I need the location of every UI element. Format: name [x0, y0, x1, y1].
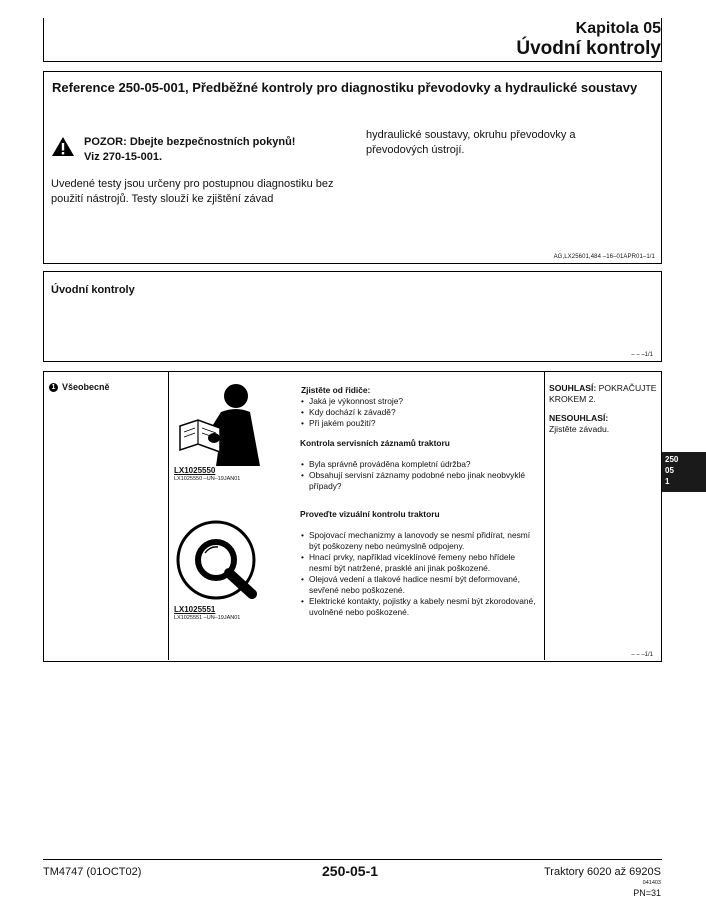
warning-icon	[51, 136, 75, 157]
intro-pager: – – –1/1	[631, 352, 653, 358]
section3-heading: Proveďte vizuální kontrolu traktoru	[300, 509, 440, 519]
step-pager: – – –1/1	[631, 652, 653, 658]
step-number: 1	[49, 383, 58, 392]
list-item: • Obsahují servisní záznamy podobné nebo jinak neobvyklé případy?	[309, 470, 539, 492]
step-label-text: Všeobecně	[62, 382, 110, 392]
intro-title: Úvodní kontroly	[51, 284, 135, 296]
caution-text	[84, 135, 324, 165]
agree-outcome	[549, 383, 659, 405]
list-item: • Hnací prvky, například víceklínové řemeny nebo hřídele nesmí být natržené, prasklé ani jinak poškozené.	[309, 552, 539, 574]
figure1-label: LX1025550	[174, 466, 216, 475]
tab-line-1: 250	[665, 455, 679, 464]
reference-section	[43, 71, 662, 264]
caution-line-1: POZOR: Dbejte bezpečnostních pokynů!	[84, 136, 296, 148]
header-bottom-rule	[43, 61, 662, 62]
magnifying-glass-icon	[176, 520, 266, 606]
disagree-label: NESOUHLASÍ:	[549, 413, 609, 423]
disagree-outcome	[549, 413, 659, 435]
step-table	[43, 371, 662, 662]
agree-text: POKRAČUJTE KROKEM 2.	[549, 383, 657, 404]
figure1-code: LX1025550 –UN–19JAN01	[174, 476, 241, 482]
footer-product: Traktory 6020 až 6920S	[544, 866, 661, 878]
list-item: • Kdy dochází k závadě?	[309, 407, 539, 418]
chapter-title: Úvodní kontroly	[516, 38, 661, 59]
footer-rule	[43, 859, 662, 860]
section3-list	[301, 530, 539, 618]
reading-person-icon	[176, 378, 266, 468]
header-left-rule	[43, 18, 44, 62]
section1-heading: Zjistěte od řidiče:	[301, 385, 371, 395]
list-item: • Byla správně prováděna kompletní údržba?	[309, 459, 539, 470]
step-instructions	[301, 385, 539, 618]
section-tab	[662, 452, 706, 492]
column-divider-1	[168, 372, 169, 660]
column-divider-2	[544, 372, 545, 660]
footer-manual-id: TM4747 (01OCT02)	[43, 866, 142, 878]
tab-line-3: 1	[665, 477, 670, 486]
tab-line-2: 05	[665, 466, 674, 475]
step-label	[49, 382, 110, 392]
section2-list	[301, 459, 539, 492]
header-right-rule	[661, 18, 662, 62]
reference-footnote: AG,LX25601,484 –16–01APR01–1/1	[553, 254, 655, 260]
figure2-code: LX1025551 –UN–19JAN01	[174, 615, 241, 621]
footer-code: 041403	[642, 880, 661, 886]
intro-section	[43, 271, 662, 362]
agree-label: SOUHLASÍ:	[549, 383, 597, 393]
section2-heading: Kontrola servisních záznamů traktoru	[300, 438, 450, 448]
reference-text-right: hydraulické soustavy, okruhu převodovky a převodových ústrojí.	[366, 129, 576, 156]
disagree-text: Zjistěte závadu.	[549, 424, 610, 434]
reference-title: Reference 250-05-001, Předběžné kontroly pro diagnostiku převodovky a hydraulické soustavy	[52, 80, 638, 95]
step-outcomes	[549, 383, 659, 435]
list-item: • Elektrické kontakty, pojistky a kabely nesmí být zkorodované, uvolněné nebo poškozené.	[309, 596, 539, 618]
chapter-number: Kapitola 05	[575, 20, 661, 37]
list-item: • Jaká je výkonnost stroje?	[309, 396, 539, 407]
footer-pn: PN=31	[633, 888, 661, 898]
list-item: • Spojovací mechanizmy a lanovody se nesmí přidírat, nesmí být poškozeny nebo neúmyslně odpojeny.	[309, 530, 539, 552]
list-item: • Při jakém použití?	[309, 418, 539, 429]
caution-line-2: Viz 270-15-001.	[84, 151, 163, 163]
list-item: • Olejová vedení a tlakové hadice nesmí být deformované, sevřené nebo poškozené.	[309, 574, 539, 596]
section1-list	[301, 396, 539, 429]
footer-page-number: 250-05-1	[322, 863, 379, 879]
figure2-label: LX1025551	[174, 605, 216, 614]
reference-text-left: Uvedené testy jsou určeny pro postupnou diagnostiku bez použití nástrojů. Testy slouží ke zjištění závad	[51, 178, 334, 205]
